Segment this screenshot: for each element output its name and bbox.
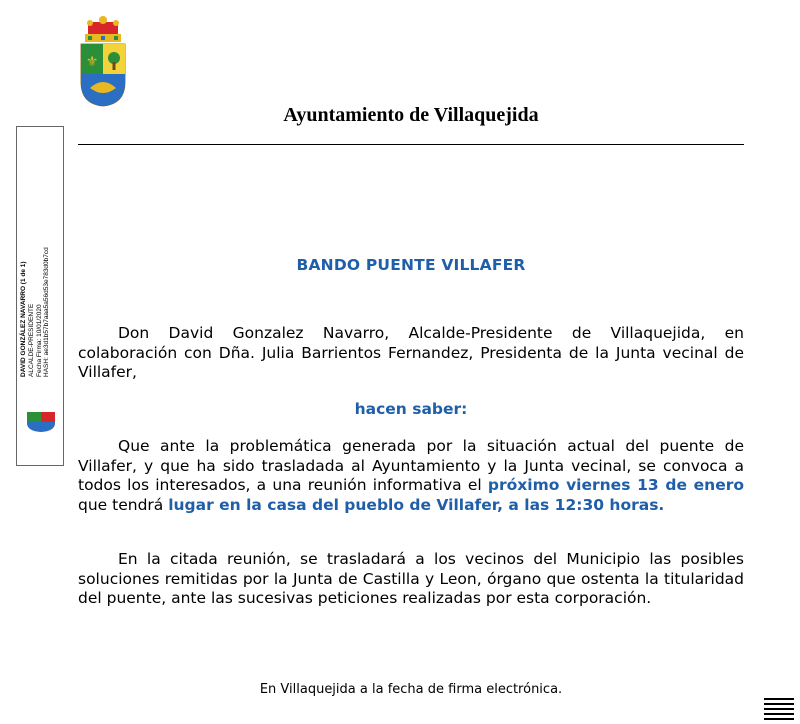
signature-hash: HASH: ae3d1b57b7aaa5a56d53e783d0b7cd bbox=[43, 247, 51, 377]
coat-of-arms-icon bbox=[78, 14, 128, 108]
header-divider bbox=[78, 144, 744, 145]
organization-title: Ayuntamiento de Villaquejida bbox=[283, 104, 539, 126]
svg-text:⚜: ⚜ bbox=[85, 54, 99, 70]
signature-date: Fecha Firma: 10/01/2020 bbox=[35, 304, 43, 377]
signature-text bbox=[20, 237, 51, 377]
meeting-text-2: que tendrá bbox=[78, 495, 169, 514]
solutions-paragraph: En la citada reunión, se trasladará a los vecinos del Municipio las posibles soluciones remitidas por la Junta de Castilla y Leon, órgano que ostenta la titularidad del puente, ante las sucesivas peticiones realizadas por esta corporación. bbox=[78, 550, 744, 607]
stamp-coat-of-arms-icon bbox=[23, 409, 59, 433]
closing-line: En Villaquejida a la fecha de firma electrónica. bbox=[259, 682, 563, 697]
notice-title: BANDO PUENTE VILLAFER bbox=[296, 256, 526, 274]
meeting-text-1: Que ante la problemática generada por la situación actual del puente de Villafer, y que ha sido trasladada al Ayuntamiento y la Junta vecinal, se convoca a todos los interesados, a una reunión informativa el bbox=[78, 437, 744, 494]
signature-signer: DAVID GONZÁLEZ NAVARRO (1 de 1) bbox=[20, 261, 27, 377]
notice-subhead: hacen saber: bbox=[354, 400, 468, 418]
signature-role: ALCALDE-PRESIDENTE bbox=[27, 303, 35, 377]
signature-stamp bbox=[16, 126, 64, 466]
meeting-place-highlight: lugar en la casa del pueblo de Villafer, a las 12:30 horas. bbox=[168, 495, 665, 514]
menu-lines-icon[interactable] bbox=[764, 698, 794, 722]
intro-paragraph: Don David Gonzalez Navarro, Alcalde-Presidente de Villaquejida, en colaboración con Dña. Julia Barrientos Fernandez, Presidenta de la Junta vecinal de Villafer, bbox=[78, 324, 744, 381]
meeting-paragraph bbox=[78, 437, 744, 515]
meeting-date-highlight: próximo viernes 13 de enero bbox=[487, 476, 744, 494]
